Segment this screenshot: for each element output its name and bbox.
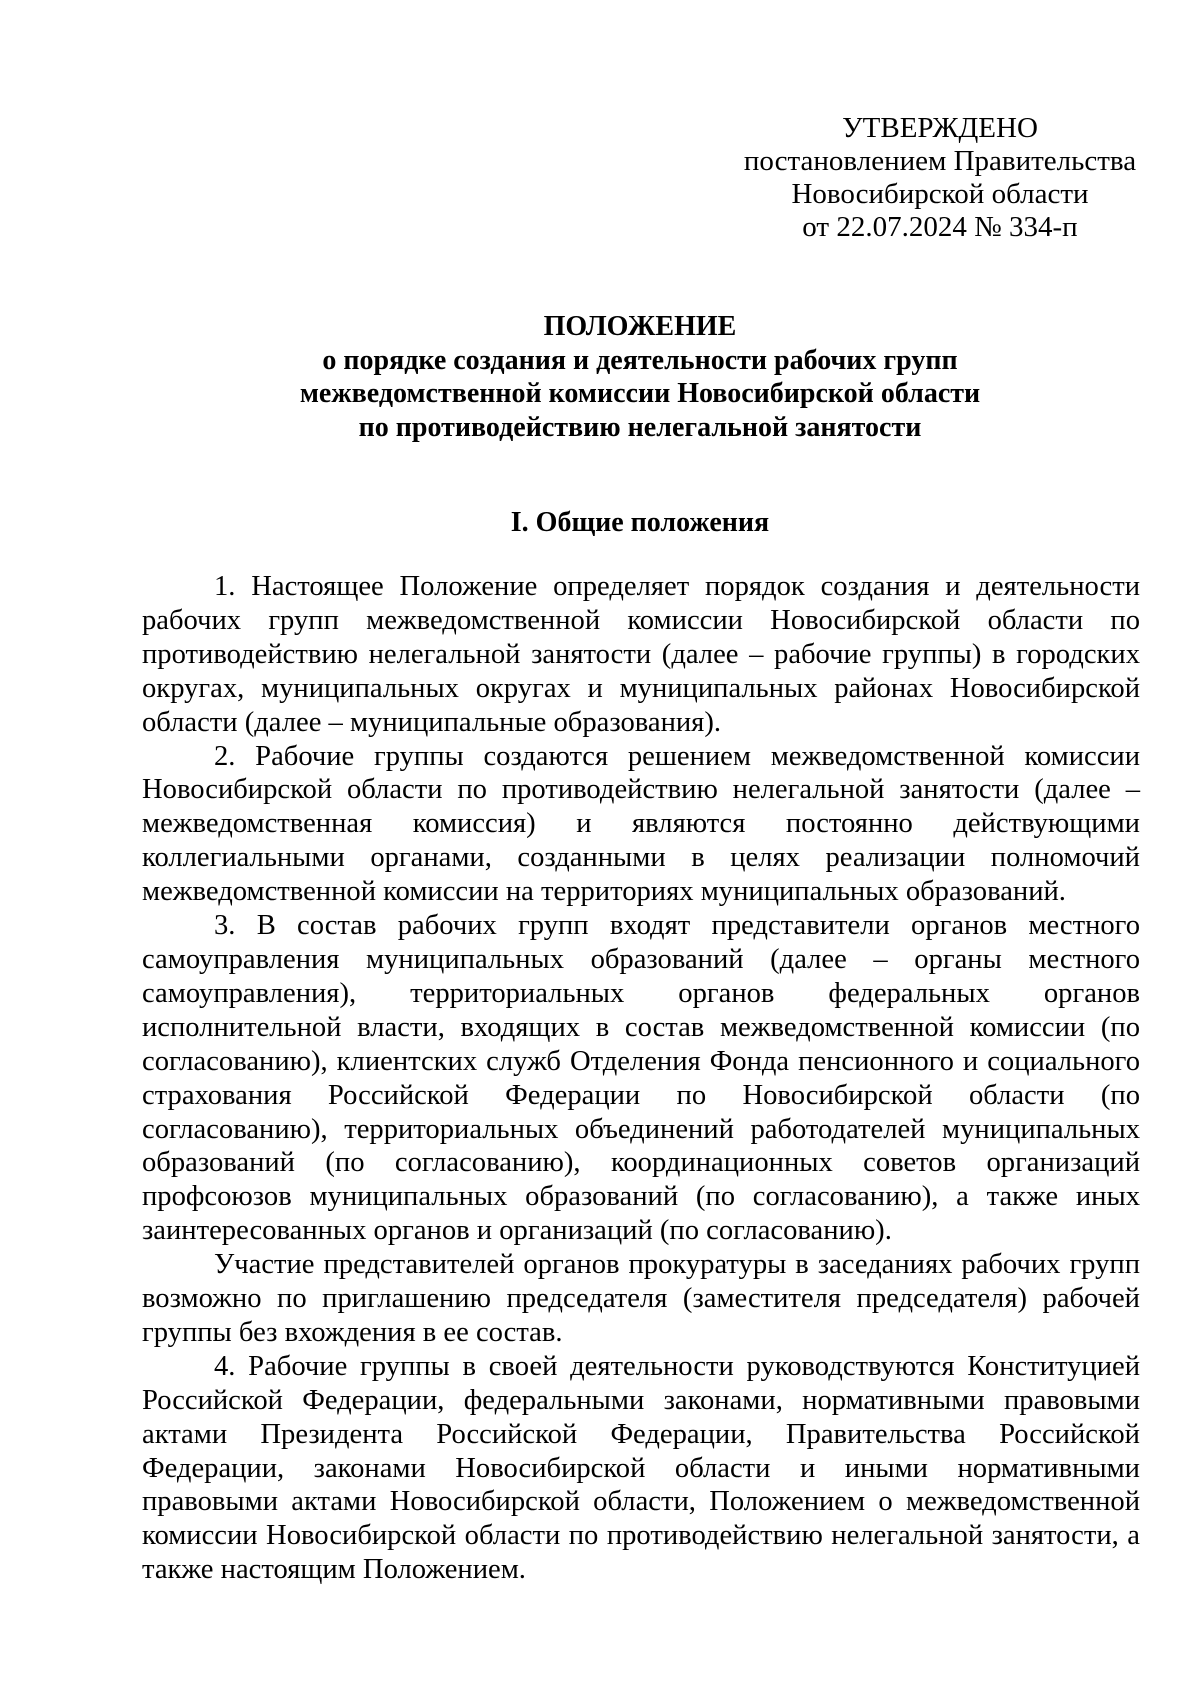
title-subtitle-line-2: межведомственной комиссии Новосибирской области: [299, 378, 981, 409]
title-subtitle-line-3: по противодействию нелегальной занятости: [358, 411, 922, 443]
document-body: [142, 570, 1140, 1587]
section-heading: I. Общие положения: [510, 507, 770, 538]
approval-issuer: постановлением Правительства: [743, 145, 1137, 177]
title-heading: ПОЛОЖЕНИЕ: [543, 311, 737, 342]
paragraph: 1. Настоящее Положение определяет порядок создания и деятельности рабочих групп межведомственной комиссии Новосибирской области по противодействию нелегальной занятости (далее – рабочие группы) в городских округах, муниципальных округах и муниципальных районах Новосибирской области (далее – муниципальные образования).: [142, 571, 1140, 738]
approval-stamp: [740, 112, 1140, 244]
approval-status: УТВЕРЖДЕНО: [842, 112, 1038, 144]
paragraph: 2. Рабочие группы создаются решением межведомственной комиссии Новосибирской области по противодействию нелегальной занятости (далее – межведомственная комиссия) и являются постоянно действующими коллегиальными органами, созданными в целях реализации полномочий межведомственной комиссии на территориях муниципальных образований.: [142, 740, 1140, 908]
approval-region: Новосибирской области: [791, 178, 1089, 210]
approval-date-number: от 22.07.2024 № 334-п: [802, 211, 1078, 243]
paragraph: Участие представителей органов прокуратуры в заседаниях рабочих групп возможно по приглашению председателя (заместителя председателя) рабочей группы без вхождения в ее состав.: [142, 1249, 1140, 1348]
paragraph: 4. Рабочие группы в своей деятельности руководствуются Конституцией Российской Федерации, федеральными законами, нормативными правовыми актами Президента Российской Федерации, Правительства Российской Федерации, законами Новосибирской области и иными нормативными правовыми актами Новосибирской области, Положением о межведомственной комиссии Новосибирской области по противодействию нелегальной занятости, а также настоящим Положением.: [142, 1350, 1140, 1586]
paragraph: 3. В состав рабочих групп входят представители органов местного самоуправления муниципальных образований (далее – органы местного самоуправления), территориальных органов федеральных органов исполнительной власти, входящих в состав межведомственной комиссии (по согласованию), клиентских служб Отделения Фонда пенсионного и социального страхования Российской Федерации по Новосибирской области (по согласованию), территориальных объединений работодателей муниципальных образований (по согласованию), координационных советов организаций профсоюзов муниципальных образований (по согласованию), а также иных заинтересованных органов и организаций (по согласованию).: [142, 910, 1140, 1247]
title-subtitle-line-1: о порядке создания и деятельности рабочих групп: [322, 344, 958, 376]
document-title: [140, 310, 1140, 444]
